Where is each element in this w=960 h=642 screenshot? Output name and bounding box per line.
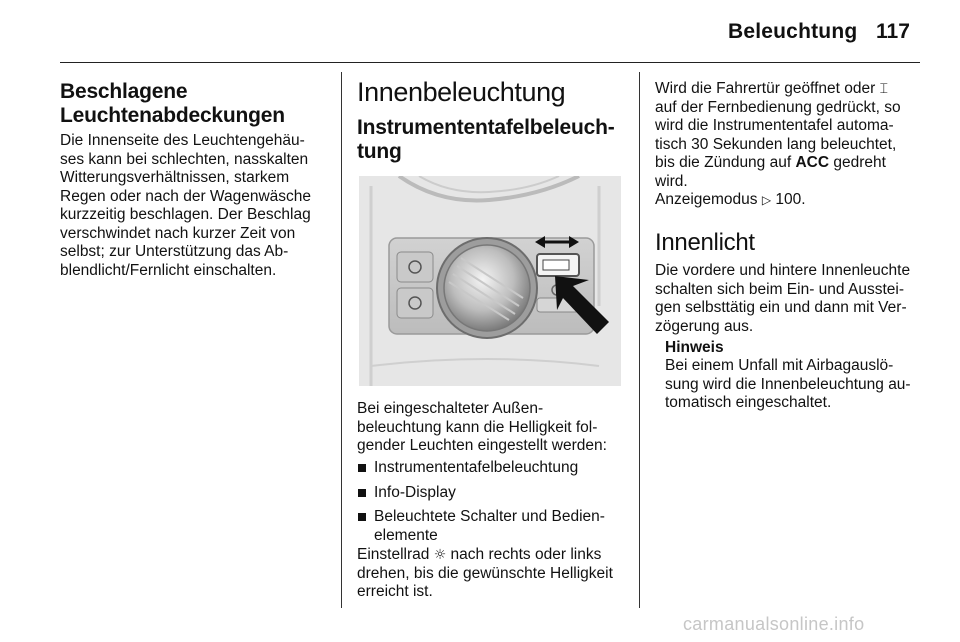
section-text-brightness-adjust: Einstellrad ☼ nach rechts oder links drehen, bis die gewünschte Helligkeit erreicht ist. bbox=[357, 546, 613, 600]
section-text-fogged-lamps: Die Innenseite des Leuchtengehäu- ses kann bei schlechten, nasskalten Witterungsverhältnissen, starkem Regen oder nach der Wagenwäsche kurzzeitig beschlagen. Der Beschlag verschwindet nach kurzer Zeit von selbst; zur Unterstützung das Ab- blendlicht/Fernlicht einschalten. bbox=[60, 132, 312, 279]
bullet-icon bbox=[358, 464, 366, 472]
column-divider-1 bbox=[341, 72, 342, 608]
section-heading-fogged-lamps: Beschlagene Leuchtenabdeckungen bbox=[60, 80, 285, 127]
bullet-icon bbox=[358, 489, 366, 497]
section-text-door-illumination: Wird die Fahrertür geöffnet oder ⌶ auf der Fernbedienung gedrückt, so wird die Instrumententafel automa- tisch 30 Sekunden lang beleuchtet, bis die Zündung auf ACC gedreht wird. bbox=[655, 80, 901, 190]
hint-title: Hinweis bbox=[665, 339, 724, 356]
adjustable-lights-list bbox=[357, 459, 632, 551]
subheading-instrument-panel-lighting: Instrumententafelbeleuch- tung bbox=[357, 116, 615, 163]
section-text-interior-light: Die vordere und hintere Innenleuchte schalten sich beim Ein- und Ausstei- gen selbsttätig ein und dann mit Ver- zögerung aus. bbox=[655, 262, 911, 335]
unlock-button-icon: ⌶ bbox=[879, 81, 888, 97]
section-text-brightness-intro: Bei eingeschalteter Außen- beleuchtung kann die Helligkeit fol- gender Leuchten eingestellt werden: bbox=[357, 400, 607, 454]
hint-text: Bei einem Unfall mit Airbagauslö- sung wird die Innenbeleuchtung au- tomatisch eingeschaltet. bbox=[665, 357, 911, 411]
page-number: 117 bbox=[876, 20, 910, 43]
header-rule bbox=[60, 62, 920, 63]
list-item: Instrumententafelbeleuchtung bbox=[357, 459, 632, 478]
section-heading-interior-lighting: Innenbeleuchtung bbox=[357, 77, 566, 107]
dimmer-wheel-icon: ☼ bbox=[433, 547, 447, 563]
watermark-footer: carmanualsonline.info bbox=[683, 614, 865, 634]
list-item: Info-Display bbox=[357, 484, 632, 503]
section-heading-interior-light: Innenlicht bbox=[655, 229, 755, 256]
bullet-icon bbox=[358, 513, 366, 521]
column-divider-2 bbox=[639, 72, 640, 608]
display-mode-reference: Anzeigemodus ▷ 100. bbox=[655, 191, 806, 208]
light-switch-figure bbox=[359, 176, 621, 386]
page-header-title: Beleuchtung bbox=[728, 20, 858, 43]
list-item: Beleuchtete Schalter und Bedien- elemente bbox=[357, 508, 632, 545]
light-switch-illustration bbox=[359, 176, 621, 386]
page-reference-icon: ▷ bbox=[761, 193, 772, 207]
